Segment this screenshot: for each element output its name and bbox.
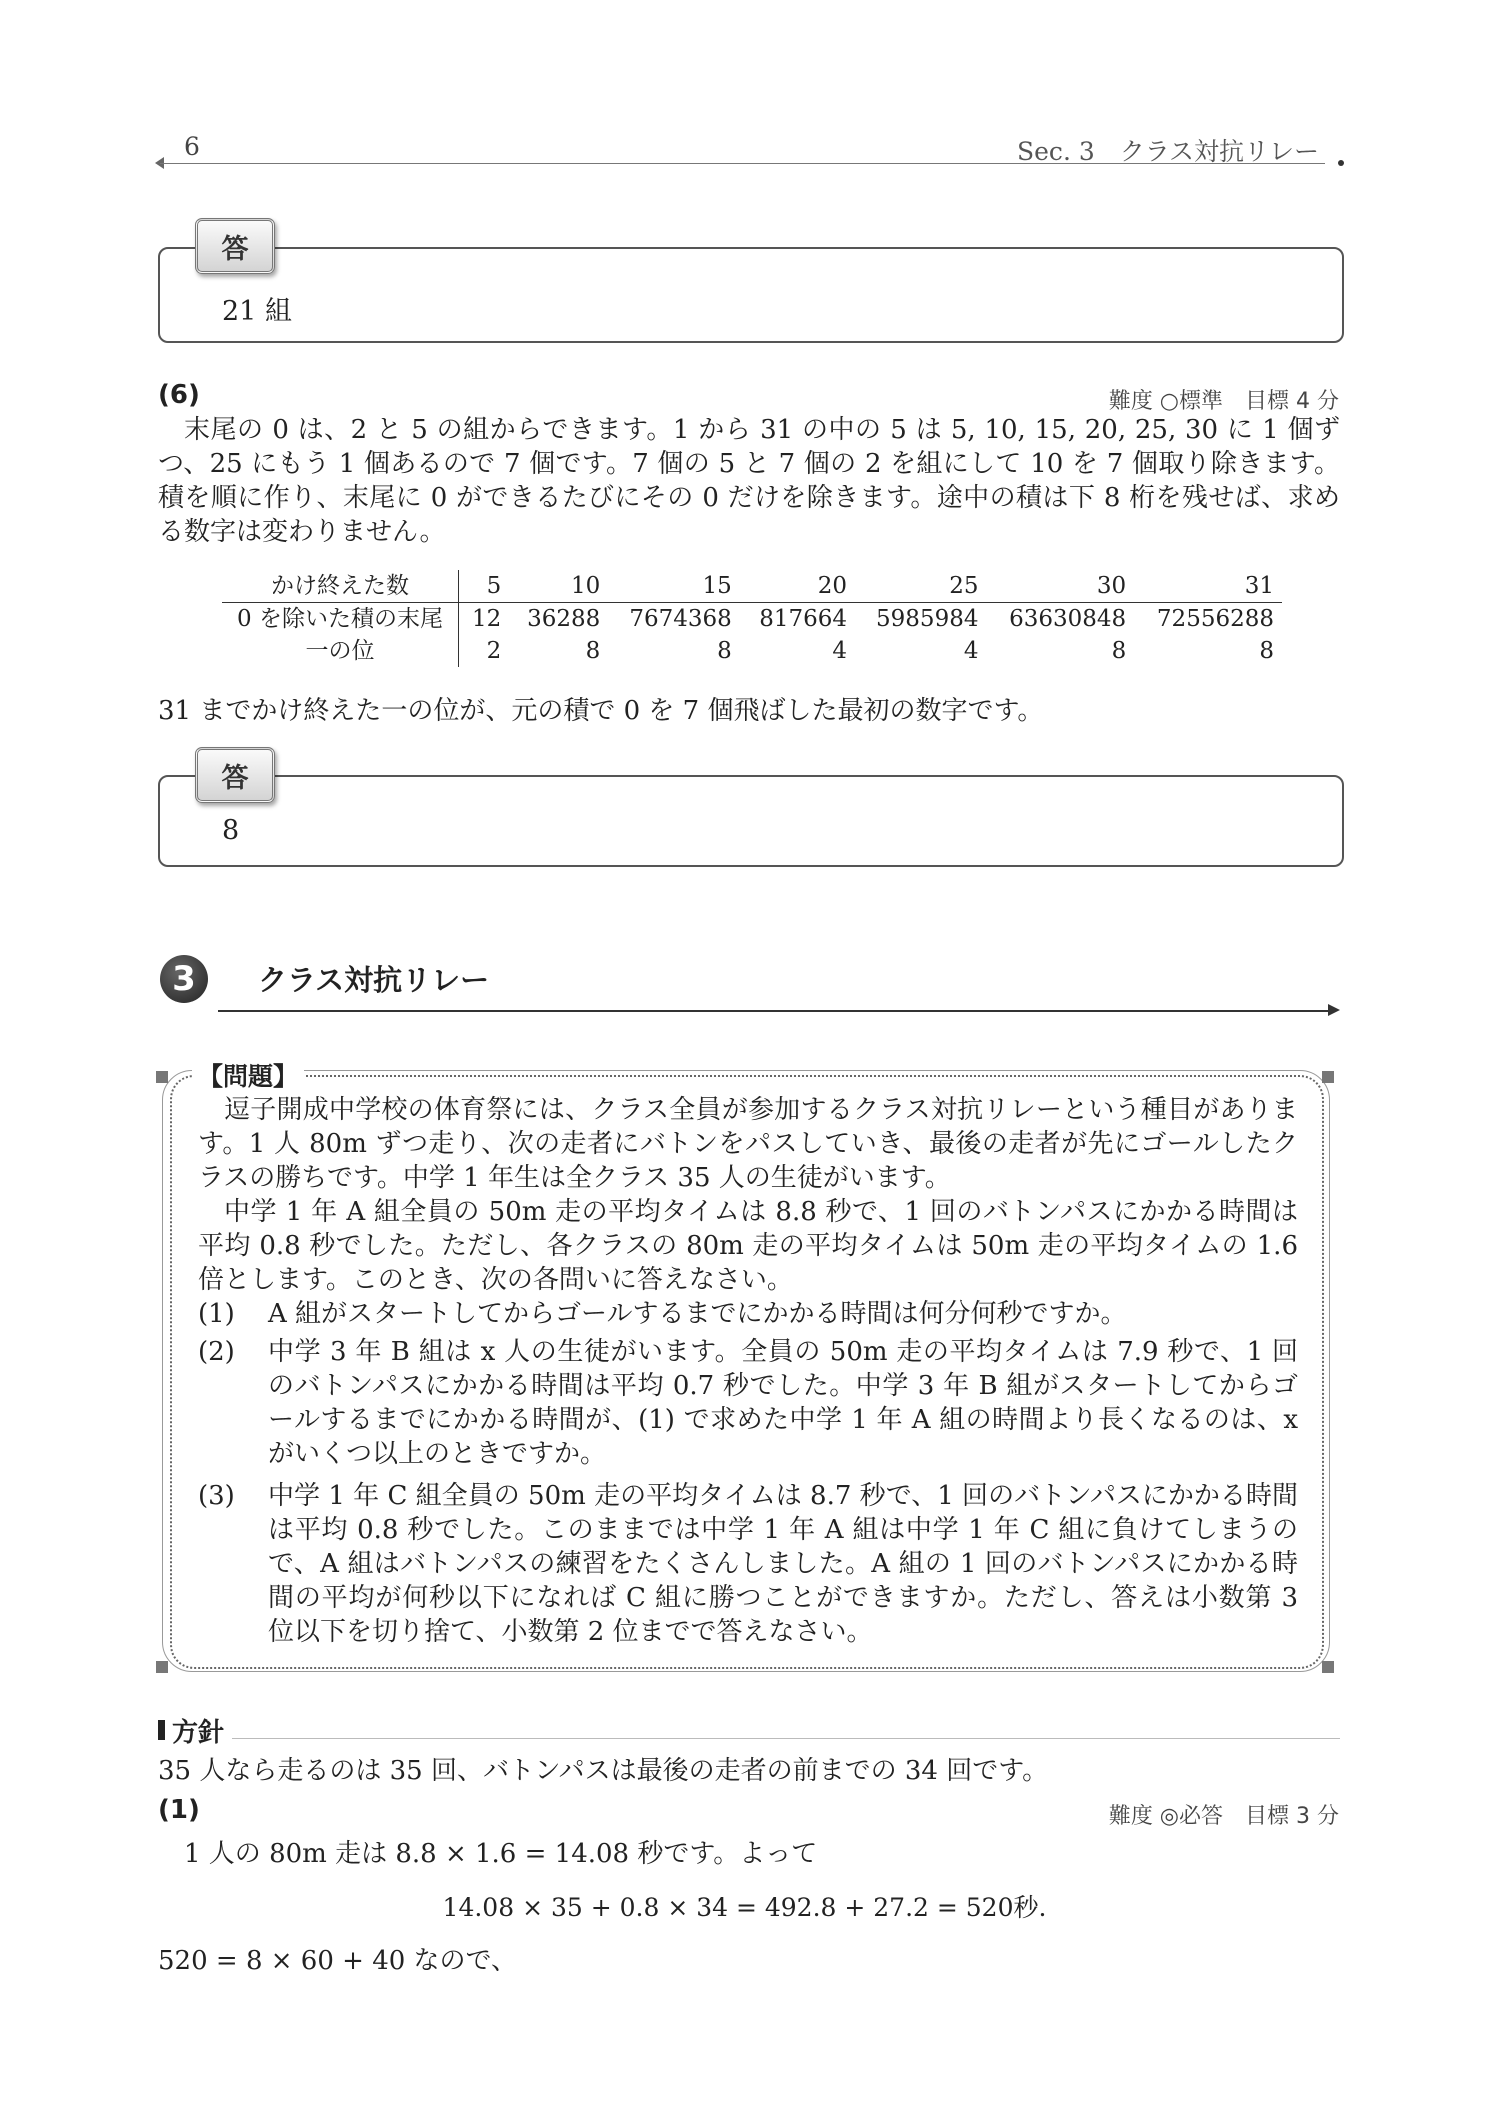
- table-cell: 5985984: [876, 606, 979, 632]
- question-3: [198, 1479, 1298, 1649]
- answer-badge-2: 答: [195, 747, 275, 803]
- part-6-conclusion: 31 までかけ終えた一の位が、元の積で 0 を 7 個飛ばした最初の数字です。: [158, 696, 1044, 726]
- table-cell: 4: [963, 638, 979, 664]
- part-6-label: (6): [158, 380, 200, 410]
- table-cell: 15: [608, 570, 739, 603]
- policy-mark-icon: [158, 1720, 165, 1740]
- table-cell: 63630848: [1009, 606, 1127, 632]
- question-text: 中学 1 年 C 組全員の 50m 走の平均タイムは 8.7 秒で、1 回のバトンパスにかかる時間は平均 0.8 秒でした。このままでは中学 1 年 A 組は中学 1 年 C 組に負けてしまうので、A 組はバトンパスの練習をたくさんしました。A 組の 1 回のバトンパスにかかる時間の平均が何秒以下になれば C 組に勝つことができますか。ただし、答えは小数第 3 位以下を切り捨て、小数第 2 位までで答えなさい。: [268, 1481, 1299, 1647]
- table-cell: 8: [1111, 638, 1127, 664]
- table-cell: 36288: [527, 606, 601, 632]
- table-cell: 10: [509, 570, 608, 603]
- question-2: [198, 1335, 1298, 1471]
- frame-corner-icon: [156, 1071, 168, 1083]
- question-text: 中学 3 年 B 組は x 人の生徒がいます。全員の 50m 走の平均タイムは 7.9 秒で、1 回のバトンパスにかかる時間は平均 0.7 秒でした。中学 3 年 B 組がスタートしてからゴールするまでにかかる時間が、(1) で求めた中学 1 年 A 組の時間より長くなるのは、x がいくつ以上のときですか。: [268, 1337, 1298, 1469]
- part-1-meta: 難度 ◎必答 目標 3 分: [1108, 1804, 1339, 1829]
- table-cell: 4: [832, 638, 847, 664]
- question-number: (3): [198, 1481, 235, 1511]
- table-cell: 8: [1259, 638, 1274, 664]
- section-arrow-icon: [1328, 1004, 1340, 1016]
- part-6-paragraph: 末尾の 0 は、2 と 5 の組からできます。1 から 31 の中の 5 は 5, 10, 15, 20, 25, 30 に 1 個ずつ、25 にもう 1 個あるので 7 個です。7 個の 5 と 7 個の 2 を組にして 10 を 7 個取り除きます。積を順に作り、末尾に 0 ができるたびにその 0 だけを除きます。途中の積は下 8 桁を残せば、求める数字は変わりません。: [158, 415, 1340, 547]
- table-row-label: 一の位: [222, 635, 459, 667]
- question-number: (2): [198, 1337, 235, 1367]
- table-cell: 25: [855, 570, 986, 603]
- section-number-badge: 3: [160, 955, 208, 1003]
- answer-value-2: 8: [222, 815, 240, 846]
- table-row: [222, 603, 1282, 636]
- policy-text: 35 人なら走るのは 35 回、バトンパスは最後の走者の前までの 34 回です。: [158, 1756, 1049, 1786]
- table-cell: 7674368: [629, 606, 732, 632]
- part-6-meta: 難度 ○標準 目標 4 分: [1108, 389, 1339, 414]
- table-cell: 2: [486, 638, 502, 664]
- problem-intro-1: 逗子開成中学校の体育祭には、クラス全員が参加するクラス対抗リレーという種目があります。1 人 80m ずつ走り、次の走者にバトンをパスしていき、最後の走者が先にゴールしたクラスの勝ちです。中学 1 年生は全クラス 35 人の生徒がいます。: [198, 1095, 1298, 1193]
- table-cell: 5: [459, 570, 510, 603]
- header-rule: [160, 163, 1325, 164]
- answer-box-2: [158, 775, 1344, 867]
- answer-box-1: [158, 247, 1344, 343]
- header-dot-icon: [1338, 160, 1344, 166]
- page-number: 6: [184, 132, 200, 161]
- table-cell: 30: [986, 570, 1134, 603]
- question-text: A 組がスタートしてからゴールするまでにかかる時間は何分何秒ですか。: [268, 1299, 1127, 1329]
- table-row-label: 0 を除いた積の末尾: [222, 603, 459, 636]
- problem-intro: [198, 1093, 1298, 1297]
- question-1: [198, 1297, 1298, 1331]
- table-cell: 72556288: [1156, 606, 1274, 632]
- section-title: クラス対抗リレー: [258, 963, 490, 997]
- table-row: [222, 635, 1282, 667]
- answer-value-1: 21 組: [222, 296, 292, 327]
- question-number: (1): [198, 1299, 235, 1329]
- table-cell: 20: [740, 570, 855, 603]
- table-row-label: かけ終えた数: [222, 570, 459, 603]
- part-1-line1: 1 人の 80m 走は 8.8 × 1.6 = 14.08 秒です。よって: [184, 1839, 818, 1869]
- policy-heading: 方針: [172, 1718, 225, 1748]
- policy-rule: [232, 1738, 1340, 1739]
- frame-corner-icon: [156, 1661, 168, 1673]
- table-cell: 8: [585, 638, 601, 664]
- frame-corner-icon: [1322, 1071, 1334, 1083]
- table-cell: 8: [717, 638, 732, 664]
- part-1-equation: 14.08 × 35 + 0.8 × 34 = 492.8 + 27.2 = 520秒.: [442, 1893, 1047, 1922]
- running-title: Sec. 3 クラス対抗リレー: [1017, 137, 1319, 166]
- frame-corner-icon: [1322, 1661, 1334, 1673]
- product-table: [222, 570, 1282, 667]
- answer-badge-1: 答: [195, 218, 275, 274]
- table-cell: 817664: [759, 606, 847, 632]
- problem-intro-2: 中学 1 年 A 組全員の 50m 走の平均タイムは 8.8 秒で、1 回のバトンパスにかかる時間は平均 0.8 秒でした。ただし、各クラスの 80m 走の平均タイムは 50m 走の平均タイムの 1.6 倍とします。このとき、次の各問いに答えなさい。: [198, 1197, 1298, 1295]
- part-1-line2: 520 = 8 × 60 + 40 なので、: [158, 1946, 518, 1976]
- table-cell: 31: [1134, 570, 1282, 603]
- problem-label: 【問題】: [192, 1057, 304, 1093]
- section-rule: [218, 1010, 1330, 1012]
- part-1-label: (1): [158, 1795, 200, 1825]
- table-row: [222, 570, 1282, 603]
- table-cell: 12: [472, 606, 502, 632]
